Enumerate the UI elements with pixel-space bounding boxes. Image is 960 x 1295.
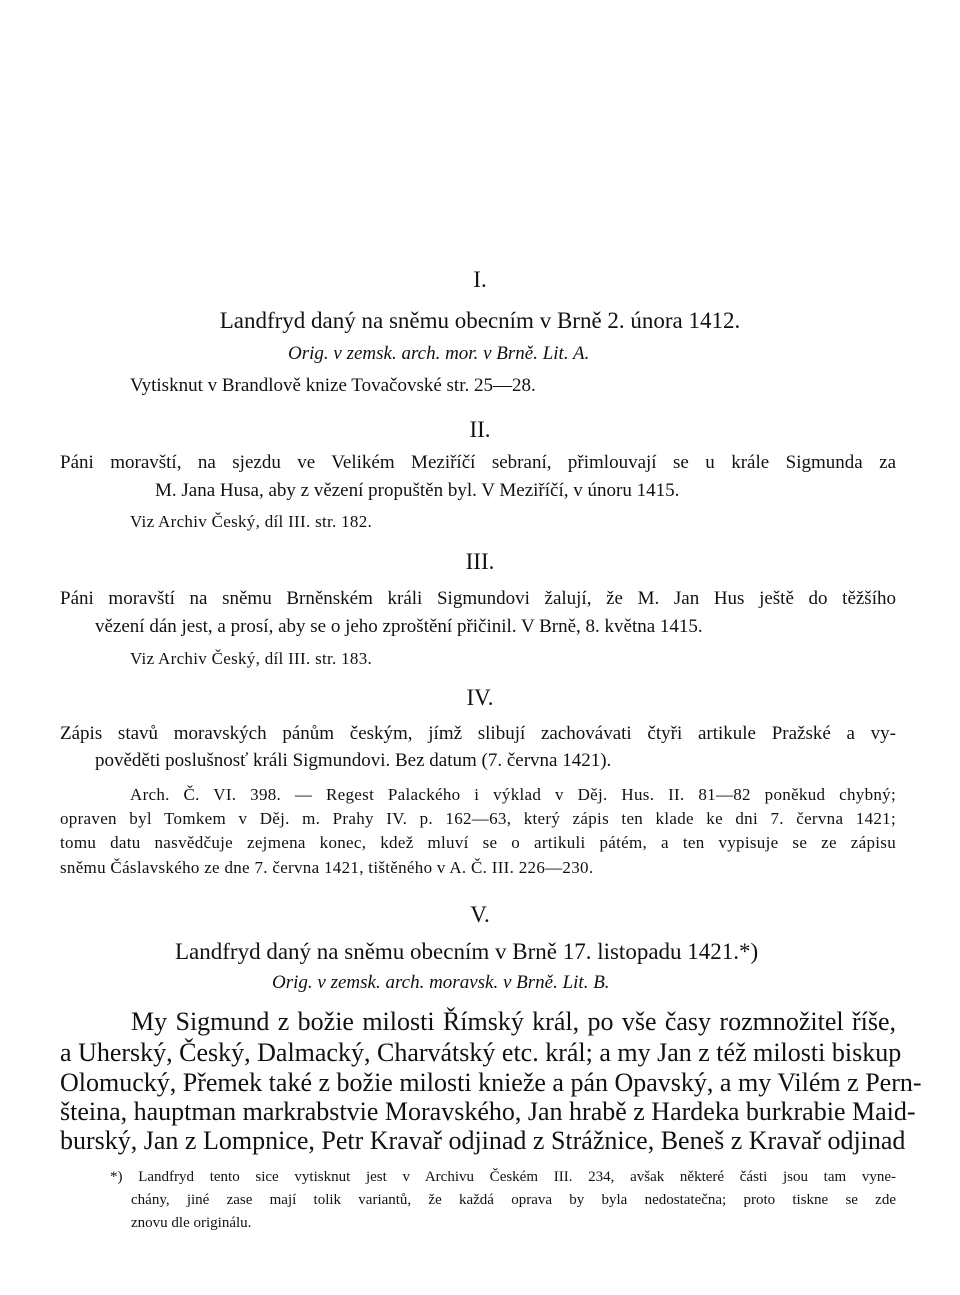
section-title-line: Páni moravští na sněmu Brněnském králi Sigmundovi žalují, že M. Jan Hus ještě do těžšího [60, 588, 896, 609]
section-title-line: Zápis stavů moravských pánům českým, jímž slibují zachovávati čtyři artikule Pražské a vy- [60, 723, 896, 744]
section-numeral: II. [469, 417, 491, 442]
section-note-line: tomu datu nasvědčuje zejmena konec, kdež mluví se o artikuli pátém, a ten vypisuje se ze zápisu [60, 833, 896, 852]
section-source: Orig. v zemsk. arch. mor. v Brně. Lit. A. [288, 343, 590, 364]
section-title-line: pověděti poslušnosť králi Sigmundovi. Bez datum (7. června 1421). [95, 750, 612, 771]
section-note: Viz Archiv Český, díl III. str. 183. [130, 649, 373, 668]
section-title-line: vězení dán jest, a prosí, aby se o jeho zproštění přičinil. V Brně, 8. května 1415. [95, 616, 703, 637]
footnote-line: chány, jiné zase mají tolik variantů, že každá oprava by byla nedostatečna; proto tiskne se zde [131, 1192, 896, 1208]
charter-text-line: a Uherský, Český, Dalmacký, Charvátský etc. král; a my Jan z též milosti biskup [60, 1038, 902, 1067]
section-title: Landfryd daný na sněmu obecním v Brně 2. února 1412. [219, 308, 741, 333]
section-note: Vytisknut v Brandlově knize Tovačovské str. 25—28. [130, 375, 536, 396]
charter-text-line: Olomucký, Přemek také z božie milosti knieže a pán Opavský, a my Vilém z Pern- [60, 1068, 922, 1097]
section-title: Landfryd daný na sněmu obecním v Brně 17. listopadu 1421.*) [175, 939, 759, 964]
section-note-line: opraven byl Tomkem v Děj. m. Prahy IV. p. 162—63, který zápis ten klade ke dni 7. června 1421; [60, 809, 896, 828]
footnote-line: znovu dle originálu. [131, 1215, 252, 1231]
section-source: Orig. v zemsk. arch. moravsk. v Brně. Lit. B. [272, 972, 610, 993]
charter-text-line: burský, Jan z Lompnice, Petr Kravař odjinad z Strážnice, Beneš z Kravař odjinad [60, 1126, 906, 1155]
section-note-line: Arch. Č. VI. 398. — Regest Palackého i výklad v Děj. Hus. II. 81—82 poněkud chybný; [130, 785, 896, 804]
section-numeral: V. [470, 902, 490, 927]
section-numeral: IV. [466, 685, 494, 710]
section-numeral: I. [473, 267, 487, 292]
section-title-line: M. Jana Husa, aby z vězení propuštěn byl. V Meziříčí, v únoru 1415. [155, 480, 680, 501]
section-note: Viz Archiv Český, díl III. str. 182. [130, 512, 373, 531]
footnote-line: *) Landfryd tento sice vytisknut jest v Archivu Českém III. 234, avšak některé části jsou tam vyne- [110, 1169, 896, 1185]
section-note-line: sněmu Čáslavského ze dne 7. června 1421, tištěného v A. Č. III. 226—230. [60, 858, 594, 877]
section-title-line: Páni moravští, na sjezdu ve Velikém Meziříčí sebraní, přimlouvají se u krále Sigmunda za [60, 452, 896, 473]
section-numeral: III. [465, 549, 495, 574]
charter-text-line: My Sigmund z božie milosti Římský král, po vše časy rozmnožitel říše, [131, 1007, 896, 1036]
charter-text-line: šteina, hauptman markrabstvie Moravského, Jan hrabě z Hardeka burkrabie Maid- [60, 1097, 916, 1126]
